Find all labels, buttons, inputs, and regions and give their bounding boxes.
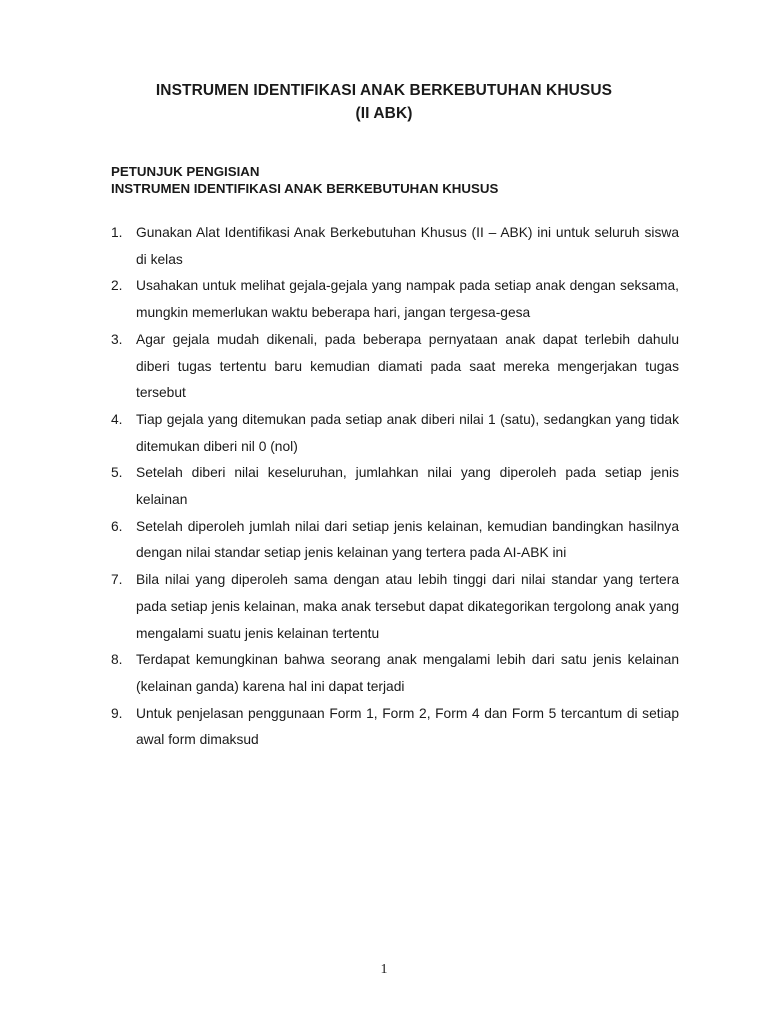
list-item-number: 7. xyxy=(111,572,123,588)
list-item-text: Tiap gejala yang ditemukan pada setiap anak diberi nilai 1 (satu), sedangkan yang tidak ditemukan diberi nil 0 (nol) xyxy=(136,411,679,454)
document-title-abbreviation: (II ABK) xyxy=(355,105,413,122)
list-item-text: Bila nilai yang diperoleh sama dengan atau lebih tinggi dari nilai standar yang tertera pada setiap jenis kelainan, maka anak tersebut dapat dikategorikan tergolong anak yang mengalami suatu jenis kelainan tertentu xyxy=(136,572,679,641)
list-item-text: Setelah diberi nilai keseluruhan, jumlahkan nilai yang diperoleh pada setiap jenis kelainan xyxy=(136,465,679,508)
list-item-number: 2. xyxy=(111,278,123,294)
page-number: 1 xyxy=(380,962,388,977)
list-item-text: Terdapat kemungkinan bahwa seorang anak mengalami lebih dari satu jenis kelainan (kelainan ganda) karena hal ini dapat terjadi xyxy=(136,652,679,694)
list-item xyxy=(111,407,679,460)
list-item-text: Setelah diperoleh jumlah nilai dari setiap jenis kelainan, kemudian bandingkan hasilnya dengan nilai standar setiap jenis kelainan yang tertera pada AI-ABK ini xyxy=(136,518,679,561)
list-item-text: Agar gejala mudah dikenali, pada beberapa pernyataan anak dapat terlebih dahulu diberi tugas tertentu baru kemudian diamati pada saat mereka mengerjakan tugas tersebut xyxy=(136,331,679,401)
list-item-text: Gunakan Alat Identifikasi Anak Berkebutuhan Khusus (II – ABK) ini untuk seluruh siswa di kelas xyxy=(136,225,679,267)
list-item xyxy=(111,701,679,754)
section-heading: PETUNJUK PENGISIAN xyxy=(111,164,260,179)
list-item xyxy=(111,273,679,326)
instruction-list xyxy=(111,220,679,754)
section-subheading: INSTRUMEN IDENTIFIKASI ANAK BERKEBUTUHAN KHUSUS xyxy=(111,181,499,196)
list-item-number: 9. xyxy=(111,705,123,721)
list-item xyxy=(111,220,679,273)
list-item-number: 6. xyxy=(111,518,123,534)
list-item-number: 1. xyxy=(111,225,123,240)
list-item xyxy=(111,647,679,700)
list-item xyxy=(111,460,679,513)
list-item xyxy=(111,567,679,647)
list-item-number: 4. xyxy=(111,411,123,427)
list-item-text: Usahakan untuk melihat gejala-gejala yang nampak pada setiap anak dengan seksama, mungkin memerlukan waktu beberapa hari, jangan tergesa-gesa xyxy=(136,278,679,321)
list-item-number: 3. xyxy=(111,331,123,347)
document-title: INSTRUMEN IDENTIFIKASI ANAK BERKEBUTUHAN KHUSUS xyxy=(155,82,613,99)
list-item xyxy=(111,514,679,567)
list-item-number: 5. xyxy=(111,465,123,481)
list-item-number: 8. xyxy=(111,652,123,668)
list-item xyxy=(111,327,679,407)
list-item-text: Untuk penjelasan penggunaan Form 1, Form 2, Form 4 dan Form 5 tercantum di setiap awal form dimaksud xyxy=(136,705,679,748)
